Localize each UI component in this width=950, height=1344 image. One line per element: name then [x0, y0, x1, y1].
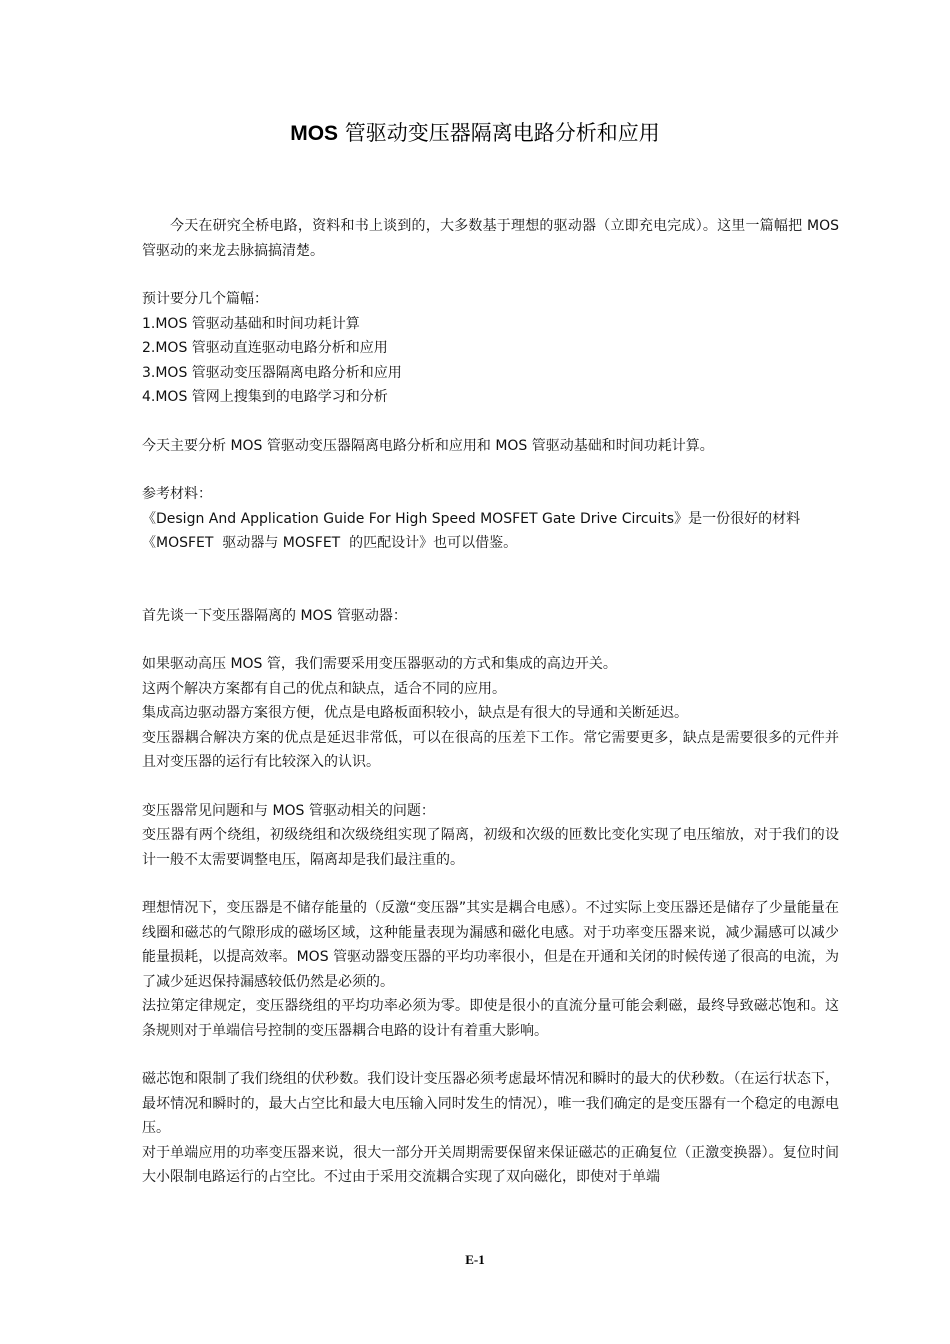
- plan-item: 3.MOS 管驱动变压器隔离电路分析和应用: [142, 364, 402, 381]
- ideal-paragraph: 理想情况下，变压器是不储存能量的（反激“变压器”其实是耦合电感）。不过实际上变压器还是储存了少量能量在线圈和磁芯的气隙形成的磁场区域，这种能量表现为漏感和磁化电感。对于功率变压器来说，减少漏感可以减少能量损耗，以提高效率。MOS 管驱动器变压器的平均功率很小，但是在开通和关闭的时候传递了很高的电流，为了减少延迟保持漏感较低仍然是必须的。: [142, 900, 839, 990]
- intro-paragraph: 今天在研究全桥电路，资料和书上谈到的，大多数基于理想的驱动器（立即充电完成）。这里一篇幅把 MOS 管驱动的来龙去脉搞搞清楚。: [142, 218, 839, 259]
- reference-item: 《MOSFET 驱动器与 MOSFET 的匹配设计》也可以借鉴。: [142, 535, 518, 551]
- section-heading: 首先谈一下变压器隔离的 MOS 管驱动器：: [142, 607, 407, 624]
- drive-line: 集成高边驱动器方案很方便，优点是电路板面积较小，缺点是有很大的导通和关断延迟。: [142, 705, 688, 721]
- faraday-paragraph: 法拉第定律规定，变压器绕组的平均功率必须为零。即使是很小的直流分量可能会剩磁，最终导致磁芯饱和。这条规则对于单端信号控制的变压器耦合电路的设计有着重大影响。: [142, 998, 839, 1039]
- reference-item: 《Design And Application Guide For High Speed MOSFET Gate Drive Circuits》是一份很好的材料: [142, 510, 801, 527]
- page-title: [0, 118, 950, 149]
- drive-line: 如果驱动高压 MOS 管，我们需要采用变压器驱动的方式和集成的高边开关。: [142, 656, 617, 672]
- document-body: [142, 214, 839, 1190]
- common-heading: 变压器常见问题和与 MOS 管驱动相关的问题：: [142, 802, 435, 819]
- plan-item: 4.MOS 管网上搜集到的电路学习和分析: [142, 389, 388, 405]
- refs-heading: 参考材料：: [142, 486, 212, 502]
- plan-item: 1.MOS 管驱动基础和时间功耗计算: [142, 315, 360, 332]
- title-prefix: MOS: [290, 122, 339, 145]
- page-number: E-1: [465, 1252, 485, 1267]
- common-paragraph: 变压器有两个绕组，初级绕组和次级绕组实现了隔离，初级和次级的匝数比变化实现了电压缩放，对于我们的设计一般不太需要调整电压，隔离却是我们最注重的。: [142, 827, 839, 868]
- drive-line: 这两个解决方案都有自己的优点和缺点，适合不同的应用。: [142, 680, 506, 697]
- plan-heading: 预计要分几个篇幅：: [142, 291, 268, 307]
- saturation-paragraph: 磁芯饱和限制了我们绕组的伏秒数。我们设计变压器必须考虑最坏情况和瞬时的最大的伏秒数。（在运行状态下，最坏情况和瞬时的，最大占空比和最大电压输入同时发生的情况），唯一我们确定的是变压器有一个稳定的电源电压。: [142, 1071, 839, 1136]
- plan-item: 2.MOS 管驱动直连驱动电路分析和应用: [142, 340, 388, 356]
- title-rest: 管驱动变压器隔离电路分析和应用: [338, 121, 660, 145]
- drive-line: 变压器耦合解决方案的优点是延迟非常低，可以在很高的压差下工作。常它需要更多，缺点是需要很多的元件并且对变压器的运行有比较深入的认识。: [142, 729, 839, 770]
- reset-paragraph: 对于单端应用的功率变压器来说，很大一部分开关周期需要保留来保证磁芯的正确复位（正激变换器）。复位时间大小限制电路运行的占空比。不过由于采用交流耦合实现了双向磁化，即使对于单端: [142, 1144, 839, 1185]
- today-paragraph: 今天主要分析 MOS 管驱动变压器隔离电路分析和应用和 MOS 管驱动基础和时间功耗计算。: [142, 437, 714, 454]
